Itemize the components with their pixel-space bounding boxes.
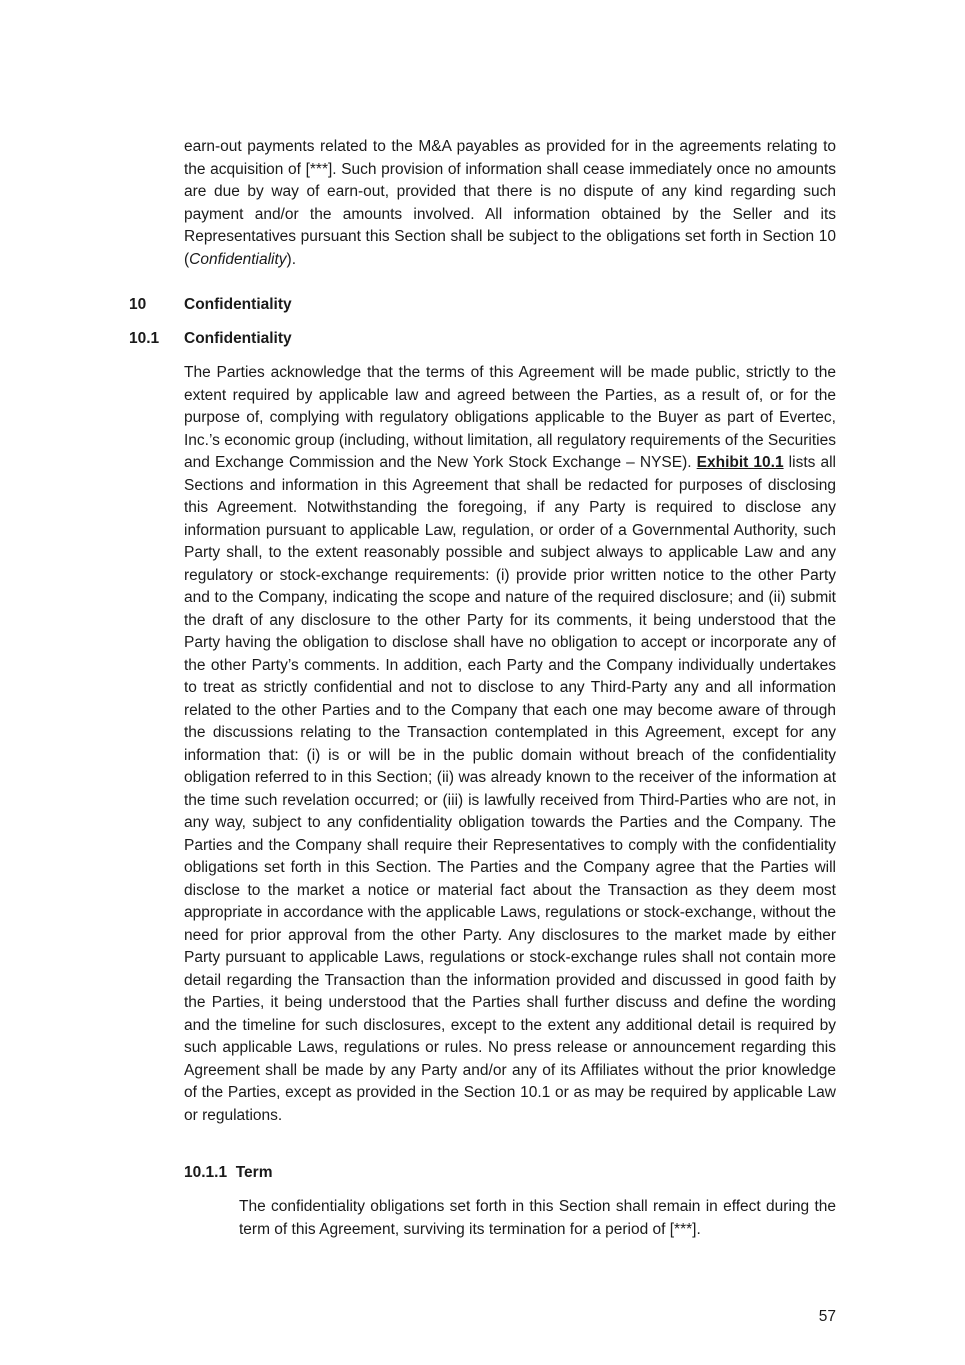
- exhibit-10-1-reference: Exhibit 10.1: [696, 454, 784, 471]
- section-10-1-paragraph: [184, 362, 836, 1127]
- section-10-1-1-paragraph: [239, 1196, 836, 1241]
- section-10-title: Confidentiality: [184, 296, 292, 313]
- section-10-1-title: Confidentiality: [184, 330, 292, 347]
- section-10-1-text-a: The Parties acknowledge that the terms of this Agreement will be made public, strictly to the extent required by applicable law and agreed between the Parties, as a result of, or for the purpose of, complying with regulatory obligations applicable to the Buyer as part of Evertec, Inc.’s economic group (including, without limitation, all regulatory requirements of the Securities and Exchange Commission and the New York Stock Exchange – NYSE).: [184, 364, 836, 471]
- intro-italic: Confidentiality: [189, 250, 287, 268]
- section-10-1-1-heading: [184, 1162, 273, 1184]
- page-number: 57: [818, 1308, 836, 1325]
- section-10-number: 10: [129, 296, 147, 313]
- intro-text: earn-out payments related to the M&A payables as provided for in the agreements relating to the acquisition of [***]. Such provision of information shall cease immediately once no amounts are due by way of earn-out, provided that there is no dispute of any kind regarding such payment and/or the amounts involved. All information obtained by the Seller and its Representatives pursuant this Section shall be subject to the obligations set forth in Section 10 (: [184, 138, 836, 268]
- section-10-1-1-title: Term: [235, 1164, 273, 1181]
- section-10-1-text-b: lists all Sections and information in this Agreement that shall be redacted for purposes of disclosing this Agreement. Notwithstanding the foregoing, if any Party is required to disclose any information pursuant to applicable Law, regulation, or order of a Governmental Authority, such Party shall, to the extent reasonably possible and subject always to applicable Law and any regulatory or stock-exchange requirements: (i) provide prior written notice to the other Party and to the Company, indicating the scope and nature of the required disclosure; and (ii) submit the draft of any disclosure to the other Party for its comments, it being understood that the Party having the obligation to disclose shall have no obligation to accept or incorporate any of the other Party’s comments. In addition, each Party and the Company individually undertakes to treat as strictly confidential and not to disclose to any Third-Party any and all information related to the other Parties and to the Company that each one may become aware of through the discussions relating to the Transaction contemplated in this Agreement, except for any information that: (i) is or will be in the public domain without breach of the confidentiality obligation referred to in this Section; (ii) was already known to the receiver of the information at the time such revelation occurred; or (iii) is lawfully received from Third-Parties who are not, in any way, subject to any confidentiality obligation towards the Parties and the Company. The Parties and the Company shall require their Representatives to comply with the confidentiality obligations set forth in this Section. The Parties and the Company agree that the Parties will disclose to the market a notice or material fact about the Transaction as they deem most appropriate in accordance with the applicable Laws, regulations or stock-exchange, without the need for prior approval from the other Party. Any disclosures to the market made by either Party pursuant to applicable Laws, regulations or stock-exchange rules shall not contain more detail regarding the Transaction than the information provided and discussed in good faith by the Parties, it being understood that the Parties shall further discuss and define the wording and the timeline for such disclosures, except to the extent any additional detail is required by such applicable Laws, regulations or rules. No press release or announcement regarding this Agreement shall be made by any Party and/or any of its Affiliates without the prior knowledge of the Parties, except as provided in the Section 10.1 or as may be required by applicable Law or regulations.: [184, 454, 836, 1124]
- intro-paragraph: [184, 136, 836, 271]
- section-10-1-1-number: 10.1.1: [184, 1164, 228, 1181]
- section-10-1-1-text: The confidentiality obligations set forth in this Section shall remain in effect during the term of this Agreement, surviving its termination for a period of [***].: [239, 1198, 836, 1238]
- intro-tail: ).: [286, 250, 296, 268]
- section-10-1-number: 10.1: [129, 330, 160, 347]
